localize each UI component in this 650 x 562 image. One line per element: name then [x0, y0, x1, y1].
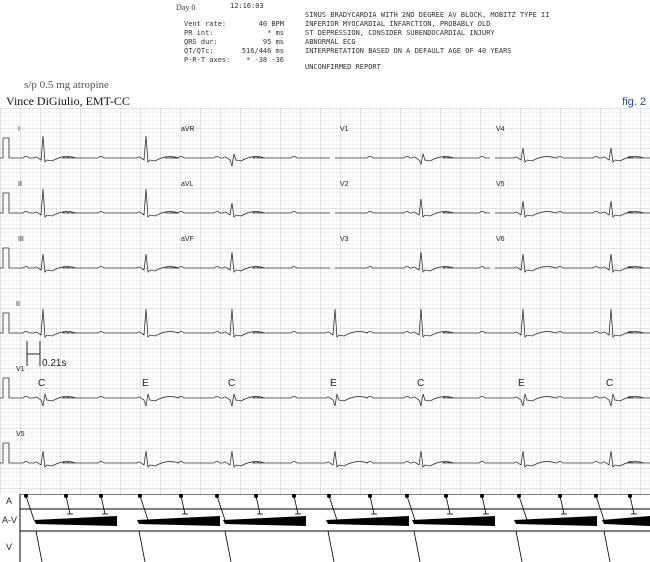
ecg-grid — [0, 108, 650, 494]
lead-label: V4 — [496, 126, 505, 133]
measurements-block — [184, 20, 284, 65]
interpretation-line: SINUS BRADYCARDIA WITH 2ND DEGREE AV BLOCK, MOBITZ TYPE II — [305, 11, 550, 19]
annotation-text: s/p 0.5 mg atropine — [24, 79, 109, 91]
beat-marker: C — [417, 378, 425, 389]
interpretation-line: ABNORMAL ECG — [305, 38, 356, 46]
measure-label: PR int: — [184, 29, 214, 37]
lead-label: aVR — [181, 126, 195, 133]
lead-label: III — [18, 236, 24, 243]
measure-value: 40 BPM — [258, 20, 284, 28]
lead-label: V2 — [340, 181, 349, 188]
measure-value: * ms — [267, 29, 284, 37]
lead-label: aVF — [181, 236, 194, 243]
measure-value: 516/446 ms — [241, 47, 284, 55]
measure-label: Vent rate: — [184, 20, 227, 28]
lead-label: V6 — [496, 236, 505, 243]
ladder-label-atrium: A — [6, 496, 13, 506]
interpretation-line: INFERIOR MYOCARDIAL INFARCTION, PROBABLY OLD — [305, 20, 491, 28]
interpretation-line: ST DEPRESSION, CONSIDER SUBENDOCARDIAL INJURY — [305, 29, 495, 37]
beat-marker: E — [330, 378, 337, 389]
lead-label: V1 — [340, 126, 349, 133]
beat-marker: E — [518, 378, 525, 389]
figure-label: fig. 2 — [622, 96, 646, 108]
beat-marker: C — [38, 378, 46, 389]
measure-label: QT/QTc: — [184, 47, 214, 55]
lead-label: I — [18, 126, 20, 133]
ladder-diagram — [0, 494, 650, 562]
pr-interval-label: 0.21s — [42, 358, 67, 369]
measure-label: QRS dur: — [184, 38, 218, 46]
beat-marker: C — [606, 378, 614, 389]
measure-value: * -38 -36 — [246, 56, 284, 64]
author-text: Vince DiGiulio, EMT-CC — [6, 94, 130, 108]
measure-value: 95 ms — [262, 38, 284, 46]
ecg-tracing — [0, 108, 650, 494]
beat-marker: C — [228, 378, 236, 389]
time-label: 12:16:03 — [230, 2, 264, 10]
lead-label: V1 — [16, 366, 25, 373]
interpretation-block — [305, 11, 549, 56]
interpretation-line: INTERPRETATION BASED ON A DEFAULT AGE OF 40 YEARS — [305, 47, 512, 55]
report-status: UNCONFIRMED REPORT — [305, 63, 381, 71]
ladder-label-ventricle: V — [6, 542, 13, 552]
measure-label: P-R-T axes: — [184, 56, 231, 64]
ladder-label-av: A-V — [2, 515, 18, 525]
beat-marker: E — [142, 378, 149, 389]
day-label: Day 0 — [176, 3, 196, 12]
lead-label: II — [16, 301, 20, 308]
lead-label: II — [18, 181, 22, 188]
lead-label: V5 — [16, 431, 25, 438]
lead-label: V5 — [496, 181, 505, 188]
lead-label: V3 — [340, 236, 349, 243]
lead-label: aVL — [181, 181, 194, 188]
